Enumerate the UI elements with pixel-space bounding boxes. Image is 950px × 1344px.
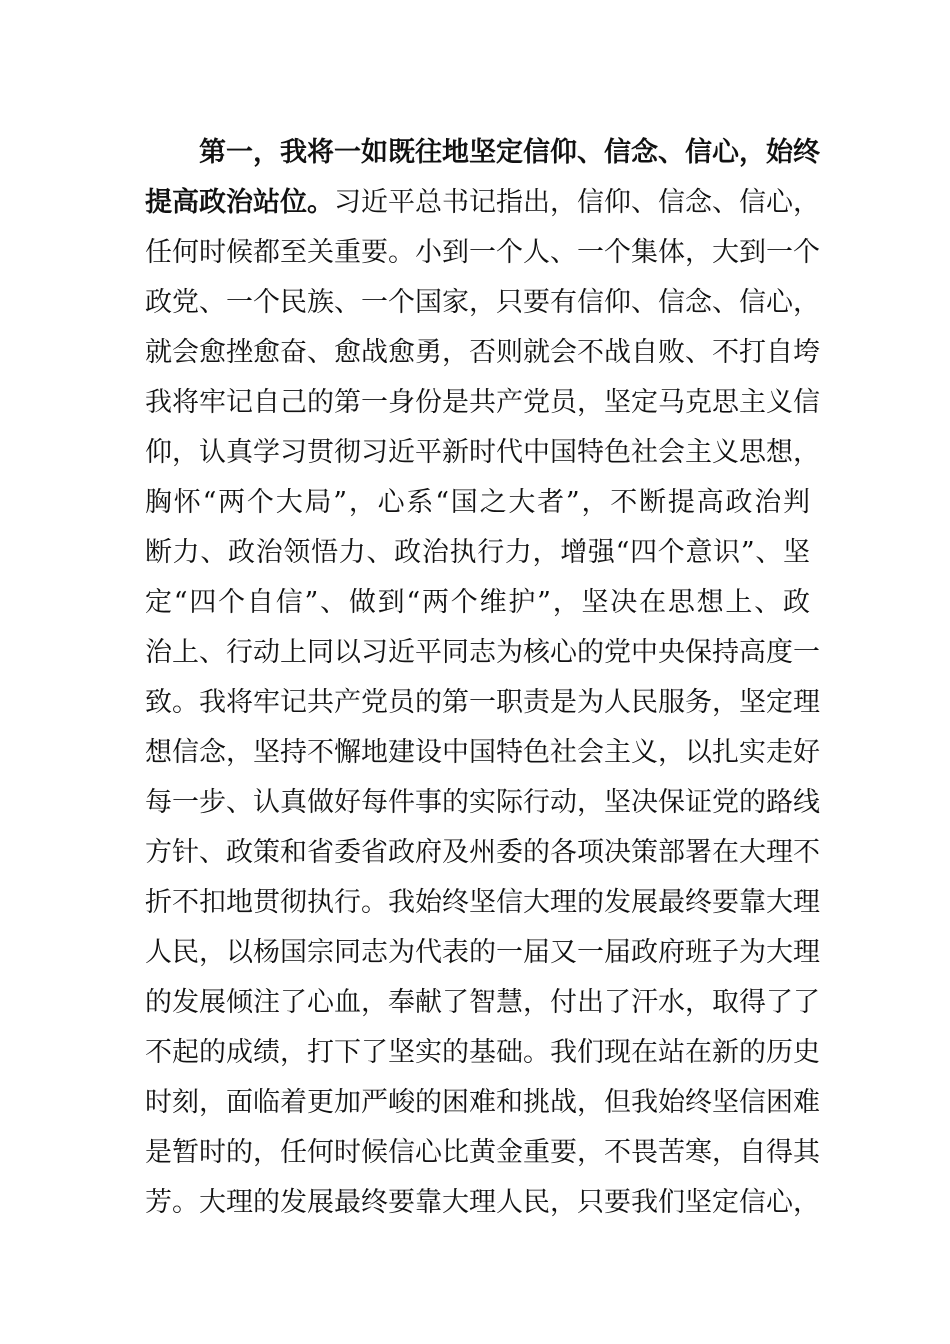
body-text: 芳。大理的发展最终要靠大理人民，只要我们坚定信心， xyxy=(145,1187,820,1218)
paragraph-line xyxy=(145,1178,820,1228)
body-text: 折不扣地贯彻执行。我始终坚信大理的发展最终要靠大理 xyxy=(145,887,820,918)
bold-heading-text: 提高政治站位。 xyxy=(145,187,334,218)
paragraph-line xyxy=(145,978,820,1028)
body-text: 我将牢记自己的第一身份是共产党员，坚定马克思主义信 xyxy=(145,387,820,418)
body-text: 时刻，面临着更加严峻的困难和挑战，但我始终坚信困难 xyxy=(145,1087,820,1118)
paragraph-line xyxy=(145,1128,820,1178)
paragraph-line xyxy=(145,628,820,678)
body-text: 想信念，坚持不懈地建设中国特色社会主义，以扎实走好 xyxy=(145,737,820,768)
body-text: 定“四个自信”、做到“两个维护”，坚决在思想上、政 xyxy=(145,587,810,618)
body-text: 每一步、认真做好每件事的实际行动，坚决保证党的路线 xyxy=(145,787,820,818)
paragraph-line xyxy=(145,378,820,428)
body-text: 致。我将牢记共产党员的第一职责是为人民服务，坚定理 xyxy=(145,687,820,718)
paragraph-line xyxy=(145,278,820,328)
body-text: 断力、政治领悟力、政治执行力，增强“四个意识”、坚 xyxy=(145,537,810,568)
body-text: 方针、政策和省委省政府及州委的各项决策部署在大理不 xyxy=(145,837,820,868)
paragraph-line xyxy=(145,678,820,728)
body-text: 不起的成绩，打下了坚实的基础。我们现在站在新的历史 xyxy=(145,1037,820,1068)
paragraph-line xyxy=(145,1078,820,1128)
paragraph-line xyxy=(145,528,810,578)
paragraph-line xyxy=(145,828,820,878)
paragraph-first-point xyxy=(145,128,820,1228)
body-text: 任何时候都至关重要。小到一个人、一个集体，大到一个 xyxy=(145,237,820,268)
body-text: 治上、行动上同以习近平同志为核心的党中央保持高度一 xyxy=(145,637,820,668)
bold-heading-text: 第一，我将一如既往地坚定信仰、信念、信心，始终 xyxy=(199,137,820,168)
paragraph-line xyxy=(145,878,820,928)
paragraph-line xyxy=(145,928,820,978)
body-text: 是暂时的，任何时候信心比黄金重要，不畏苦寒，自得其 xyxy=(145,1137,820,1168)
paragraph-line xyxy=(145,128,820,178)
body-text: 政党、一个民族、一个国家，只要有信仰、信念、信心， xyxy=(145,287,820,318)
body-text: 人民，以杨国宗同志为代表的一届又一届政府班子为大理 xyxy=(145,937,820,968)
body-text: 仰，认真学习贯彻习近平新时代中国特色社会主义思想， xyxy=(145,437,820,468)
paragraph-line xyxy=(145,428,820,478)
paragraph-line xyxy=(145,1028,820,1078)
body-text: 的发展倾注了心血，奉献了智慧，付出了汗水，取得了了 xyxy=(145,987,820,1018)
paragraph-line xyxy=(145,178,820,228)
paragraph-line xyxy=(145,478,810,528)
body-text: 习近平总书记指出，信仰、信念、信心， xyxy=(334,187,820,218)
body-text: 胸怀“两个大局”，心系“国之大者”，不断提高政治判 xyxy=(145,487,810,518)
paragraph-line xyxy=(145,228,820,278)
paragraph-line xyxy=(145,728,820,778)
paragraph-line xyxy=(145,328,820,378)
paragraph-line xyxy=(145,578,810,628)
body-text: 就会愈挫愈奋、愈战愈勇，否则就会不战自败、不打自垮 xyxy=(145,337,820,368)
paragraph-line xyxy=(145,778,820,828)
